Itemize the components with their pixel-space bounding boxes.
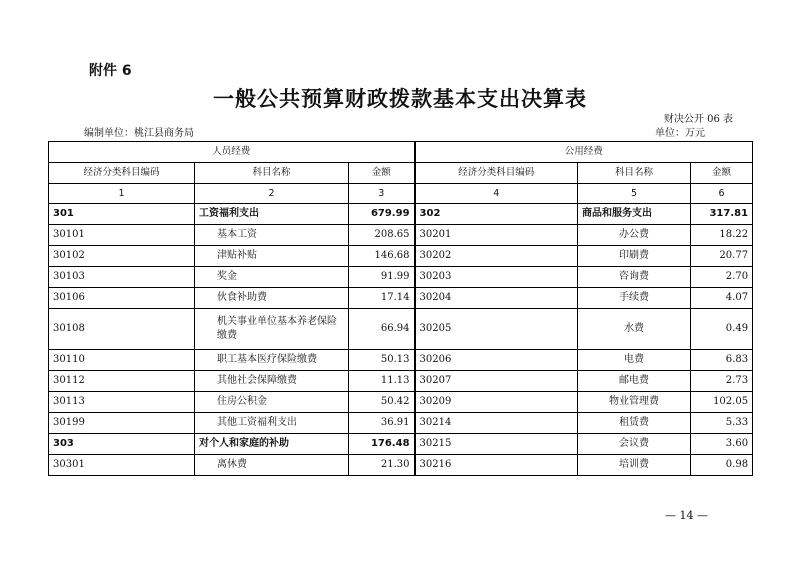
personnel-amount: 50.42 <box>349 392 415 413</box>
personnel-amount: 91.99 <box>349 267 415 288</box>
personnel-name: 对个人和家庭的补助 <box>195 434 349 455</box>
table-row <box>49 288 753 309</box>
public-name: 培训费 <box>578 455 691 476</box>
personnel-code: 30110 <box>49 350 195 371</box>
public-name: 印刷费 <box>578 246 691 267</box>
public-amount: 6.83 <box>691 350 753 371</box>
column-header: 金额 <box>691 163 753 184</box>
personnel-amount: 11.13 <box>349 371 415 392</box>
table-row <box>49 246 753 267</box>
column-number: 5 <box>578 184 691 204</box>
personnel-name: 伙食补助费 <box>195 288 349 309</box>
public-amount: 0.98 <box>691 455 753 476</box>
public-code: 302 <box>415 204 578 225</box>
table-row <box>49 225 753 246</box>
public-name: 商品和服务支出 <box>578 204 691 225</box>
public-name: 电费 <box>578 350 691 371</box>
personnel-amount: 66.94 <box>349 309 415 350</box>
table-group-header <box>49 142 753 163</box>
personnel-name: 职工基本医疗保险缴费 <box>195 350 349 371</box>
personnel-name: 津贴补贴 <box>195 246 349 267</box>
public-code: 30206 <box>415 350 578 371</box>
table-row <box>49 392 753 413</box>
column-header: 经济分类科目编码 <box>49 163 195 184</box>
currency-unit: 单位：万元 <box>655 128 705 139</box>
table-row <box>49 204 753 225</box>
public-name: 水费 <box>578 309 691 350</box>
personnel-code: 30199 <box>49 413 195 434</box>
personnel-name: 住房公积金 <box>195 392 349 413</box>
public-amount: 0.49 <box>691 309 753 350</box>
public-amount: 2.73 <box>691 371 753 392</box>
page-number: — 14 — <box>665 509 708 522</box>
table-row <box>49 434 753 455</box>
personnel-name: 工资福利支出 <box>195 204 349 225</box>
expenditure-table <box>48 141 753 476</box>
personnel-code: 30103 <box>49 267 195 288</box>
public-name: 会议费 <box>578 434 691 455</box>
public-code: 30201 <box>415 225 578 246</box>
public-code: 30203 <box>415 267 578 288</box>
public-name: 手续费 <box>578 288 691 309</box>
personnel-amount: 176.48 <box>349 434 415 455</box>
table-row <box>49 413 753 434</box>
public-code: 30215 <box>415 434 578 455</box>
form-code: 财决公开 06 表 <box>663 114 733 125</box>
public-name: 租赁费 <box>578 413 691 434</box>
group-header-public: 公用经费 <box>415 142 753 163</box>
public-name: 办公费 <box>578 225 691 246</box>
column-header: 科目名称 <box>578 163 691 184</box>
personnel-amount: 36.91 <box>349 413 415 434</box>
public-code: 30204 <box>415 288 578 309</box>
personnel-name: 基本工资 <box>195 225 349 246</box>
personnel-code: 30101 <box>49 225 195 246</box>
table-row <box>49 455 753 476</box>
public-amount: 317.81 <box>691 204 753 225</box>
personnel-code: 30113 <box>49 392 195 413</box>
personnel-amount: 17.14 <box>349 288 415 309</box>
personnel-amount: 679.99 <box>349 204 415 225</box>
page-title: 一般公共预算财政拨款基本支出决算表 <box>213 87 587 111</box>
group-header-personnel: 人员经费 <box>49 142 415 163</box>
column-header: 经济分类科目编码 <box>415 163 578 184</box>
personnel-amount: 50.13 <box>349 350 415 371</box>
public-amount: 3.60 <box>691 434 753 455</box>
public-code: 30214 <box>415 413 578 434</box>
column-number: 2 <box>195 184 349 204</box>
personnel-code: 30301 <box>49 455 195 476</box>
personnel-code: 30106 <box>49 288 195 309</box>
personnel-name: 机关事业单位基本养老保险缴费 <box>195 309 349 350</box>
public-code: 30216 <box>415 455 578 476</box>
compiling-unit: 编制单位：桃江县商务局 <box>84 128 194 139</box>
table-row <box>49 350 753 371</box>
attachment-label: 附件 6 <box>89 63 132 79</box>
personnel-amount: 208.65 <box>349 225 415 246</box>
column-number: 3 <box>349 184 415 204</box>
table-row <box>49 309 753 350</box>
public-amount: 5.33 <box>691 413 753 434</box>
column-header: 金额 <box>349 163 415 184</box>
personnel-amount: 21.30 <box>349 455 415 476</box>
column-number: 6 <box>691 184 753 204</box>
personnel-code: 30102 <box>49 246 195 267</box>
public-amount: 18.22 <box>691 225 753 246</box>
column-number: 1 <box>49 184 195 204</box>
public-amount: 4.07 <box>691 288 753 309</box>
public-code: 30207 <box>415 371 578 392</box>
personnel-code: 303 <box>49 434 195 455</box>
personnel-name: 奖金 <box>195 267 349 288</box>
personnel-code: 301 <box>49 204 195 225</box>
public-amount: 20.77 <box>691 246 753 267</box>
public-name: 邮电费 <box>578 371 691 392</box>
public-code: 30202 <box>415 246 578 267</box>
public-name: 物业管理费 <box>578 392 691 413</box>
table-row <box>49 371 753 392</box>
column-header: 科目名称 <box>195 163 349 184</box>
personnel-amount: 146.68 <box>349 246 415 267</box>
personnel-name: 其他社会保障缴费 <box>195 371 349 392</box>
personnel-name: 其他工资福利支出 <box>195 413 349 434</box>
table-row <box>49 267 753 288</box>
public-amount: 102.05 <box>691 392 753 413</box>
public-code: 30209 <box>415 392 578 413</box>
table-column-header <box>49 163 753 184</box>
personnel-name: 离休费 <box>195 455 349 476</box>
public-name: 咨询费 <box>578 267 691 288</box>
public-code: 30205 <box>415 309 578 350</box>
personnel-code: 30112 <box>49 371 195 392</box>
public-amount: 2.70 <box>691 267 753 288</box>
personnel-code: 30108 <box>49 309 195 350</box>
table-column-number-row <box>49 184 753 204</box>
column-number: 4 <box>415 184 578 204</box>
